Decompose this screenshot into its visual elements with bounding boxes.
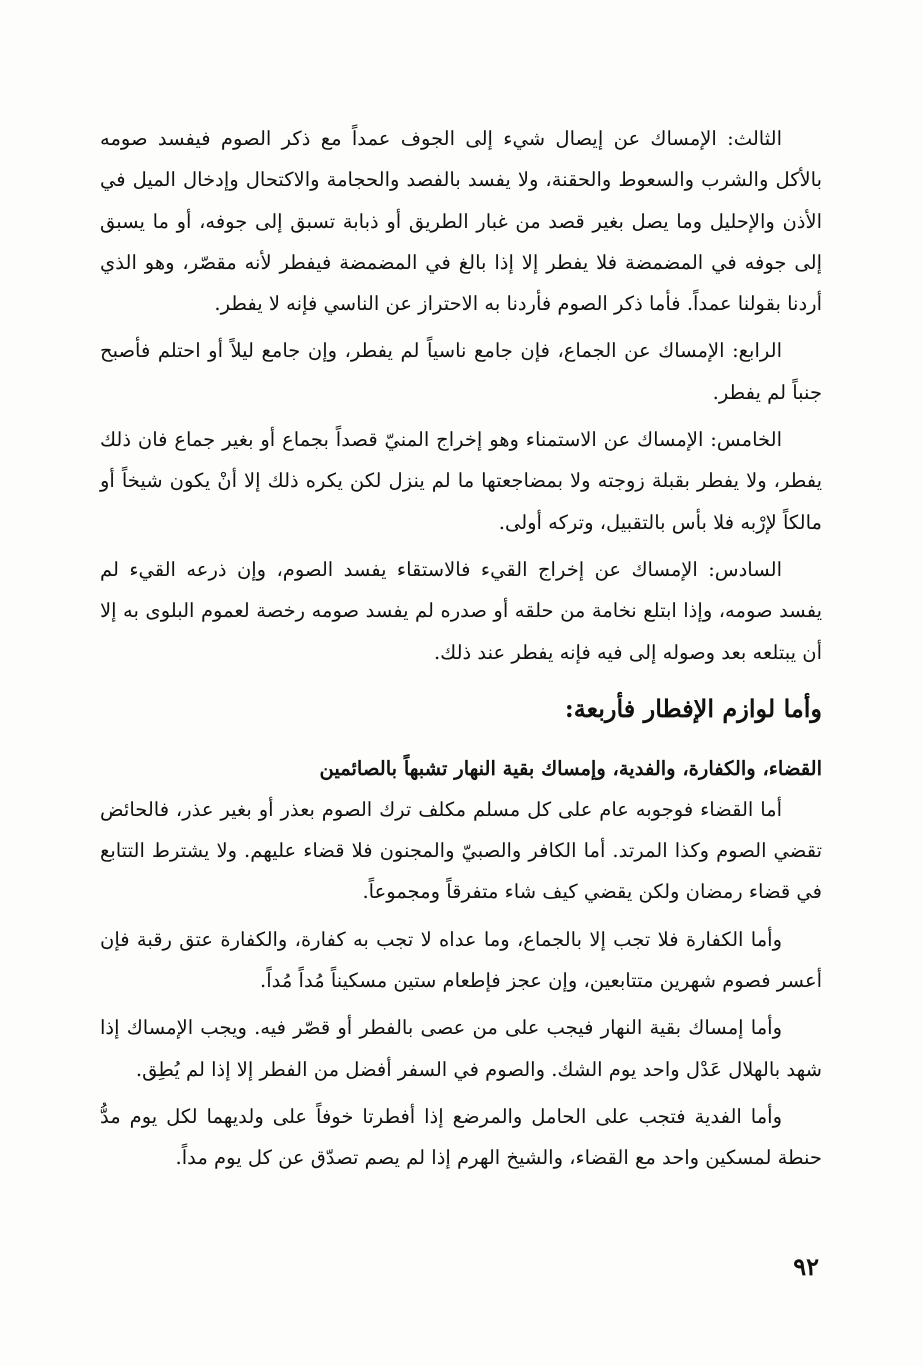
paragraph-qada: أما القضاء فوجوبه عام على كل مسلم مكلف ترك الصوم بعذر أو بغير عذر، فالحائض تقضي الصوم وكذا المرتد. أما الكافر والصبيّ والمجنون فلا قضاء عليهم. ولا يشترط التتابع في قضاء رمضان ولكن يقضي كيف شاء متفرقاً ومجموعاً. [100,797,822,904]
page-body [100,118,822,1185]
paragraph-fourth-condition: الرابع: الإمساك عن الجماع، فإن جامع ناسياً لم يفطر، وإن جامع ليلاً أو احتلم فأصبح جنباً لم يفطر. [100,339,822,404]
page-number: ٩٢ [793,1252,819,1281]
paragraph-kaffara: وأما الكفارة فلا تجب إلا بالجماع، وما عداه لا تجب به كفارة، والكفارة عتق رقبة فإن أعسر فصوم شهرين متتابعين، وإن عجز فإطعام ستين مسكيناً مُداً مُداً. [100,927,822,993]
section-subheading: القضاء، والكفارة، والفدية، وإمساك بقية النهار تشبهاً بالصائمين [319,756,822,780]
paragraph-fidya: وأما الفدية فتجب على الحامل والمرضع إذا أفطرتا خوفاً على ولديهما لكل يوم مدُّ حنطة لمسكين واحد مع القضاء، والشيخ الهرم إذا لم يصم تصدّق عن كل يوم مداً. [100,1104,822,1170]
paragraph-sixth-condition: السادس: الإمساك عن إخراج القيء فالاستقاء يفسد الصوم، وإن ذرعه القيء لم يفسد صومه، وإذا ابتلع نخامة من حلقه أو صدره لم يفسد صومه رخصة لعموم البلوى به إلا أن يبتلعه بعد وصوله إلى فيه فإنه يفطر عند ذلك. [100,557,822,664]
paragraph-imsak: وأما إمساك بقية النهار فيجب على من عصى بالفطر أو قصّر فيه. ويجب الإمساك إذا شهد بالهلال عَدْل واحد يوم الشك. والصوم في السفر أفضل من الفطر إلا إذا لم يُطِق. [100,1016,822,1081]
paragraph-third-condition: الثالث: الإمساك عن إيصال شيء إلى الجوف عمداً مع ذكر الصوم فيفسد صومه بالأكل والشرب والسعوط والحقنة، ولا يفسد بالفصد والحجامة والاكتحال وإدخال الميل في الأذن والإحليل وما يصل بغير قصد من غبار الطريق أو ذبابة تسبق إلى جوفه، أو ما يسبق إلى جوفه في المضمضة فلا يفطر إلا إذا بالغ في المضمضة فيفطر لأنه مقصّر، وهو الذي أردنا بقولنا عمداً. فأما ذكر الصوم فأردنا به الاحتراز عن الناسي فإنه لا يفطر. [100,127,822,316]
section-heading: وأما لوازم الإفطار فأربعة: [564,693,822,723]
paragraph-fifth-condition: الخامس: الإمساك عن الاستمناء وهو إخراج المنيّ قصداً بجماع أو بغير جماع فان ذلك يفطر، ولا يفطر بقبلة زوجته ولا بمضاجعتها ما لم ينزل لكن يكره ذلك إلا أنْ يكون شيخاً أو مالكاً لإرْبه فلا بأس بالتقبيل، وتركه أولى. [100,428,822,534]
